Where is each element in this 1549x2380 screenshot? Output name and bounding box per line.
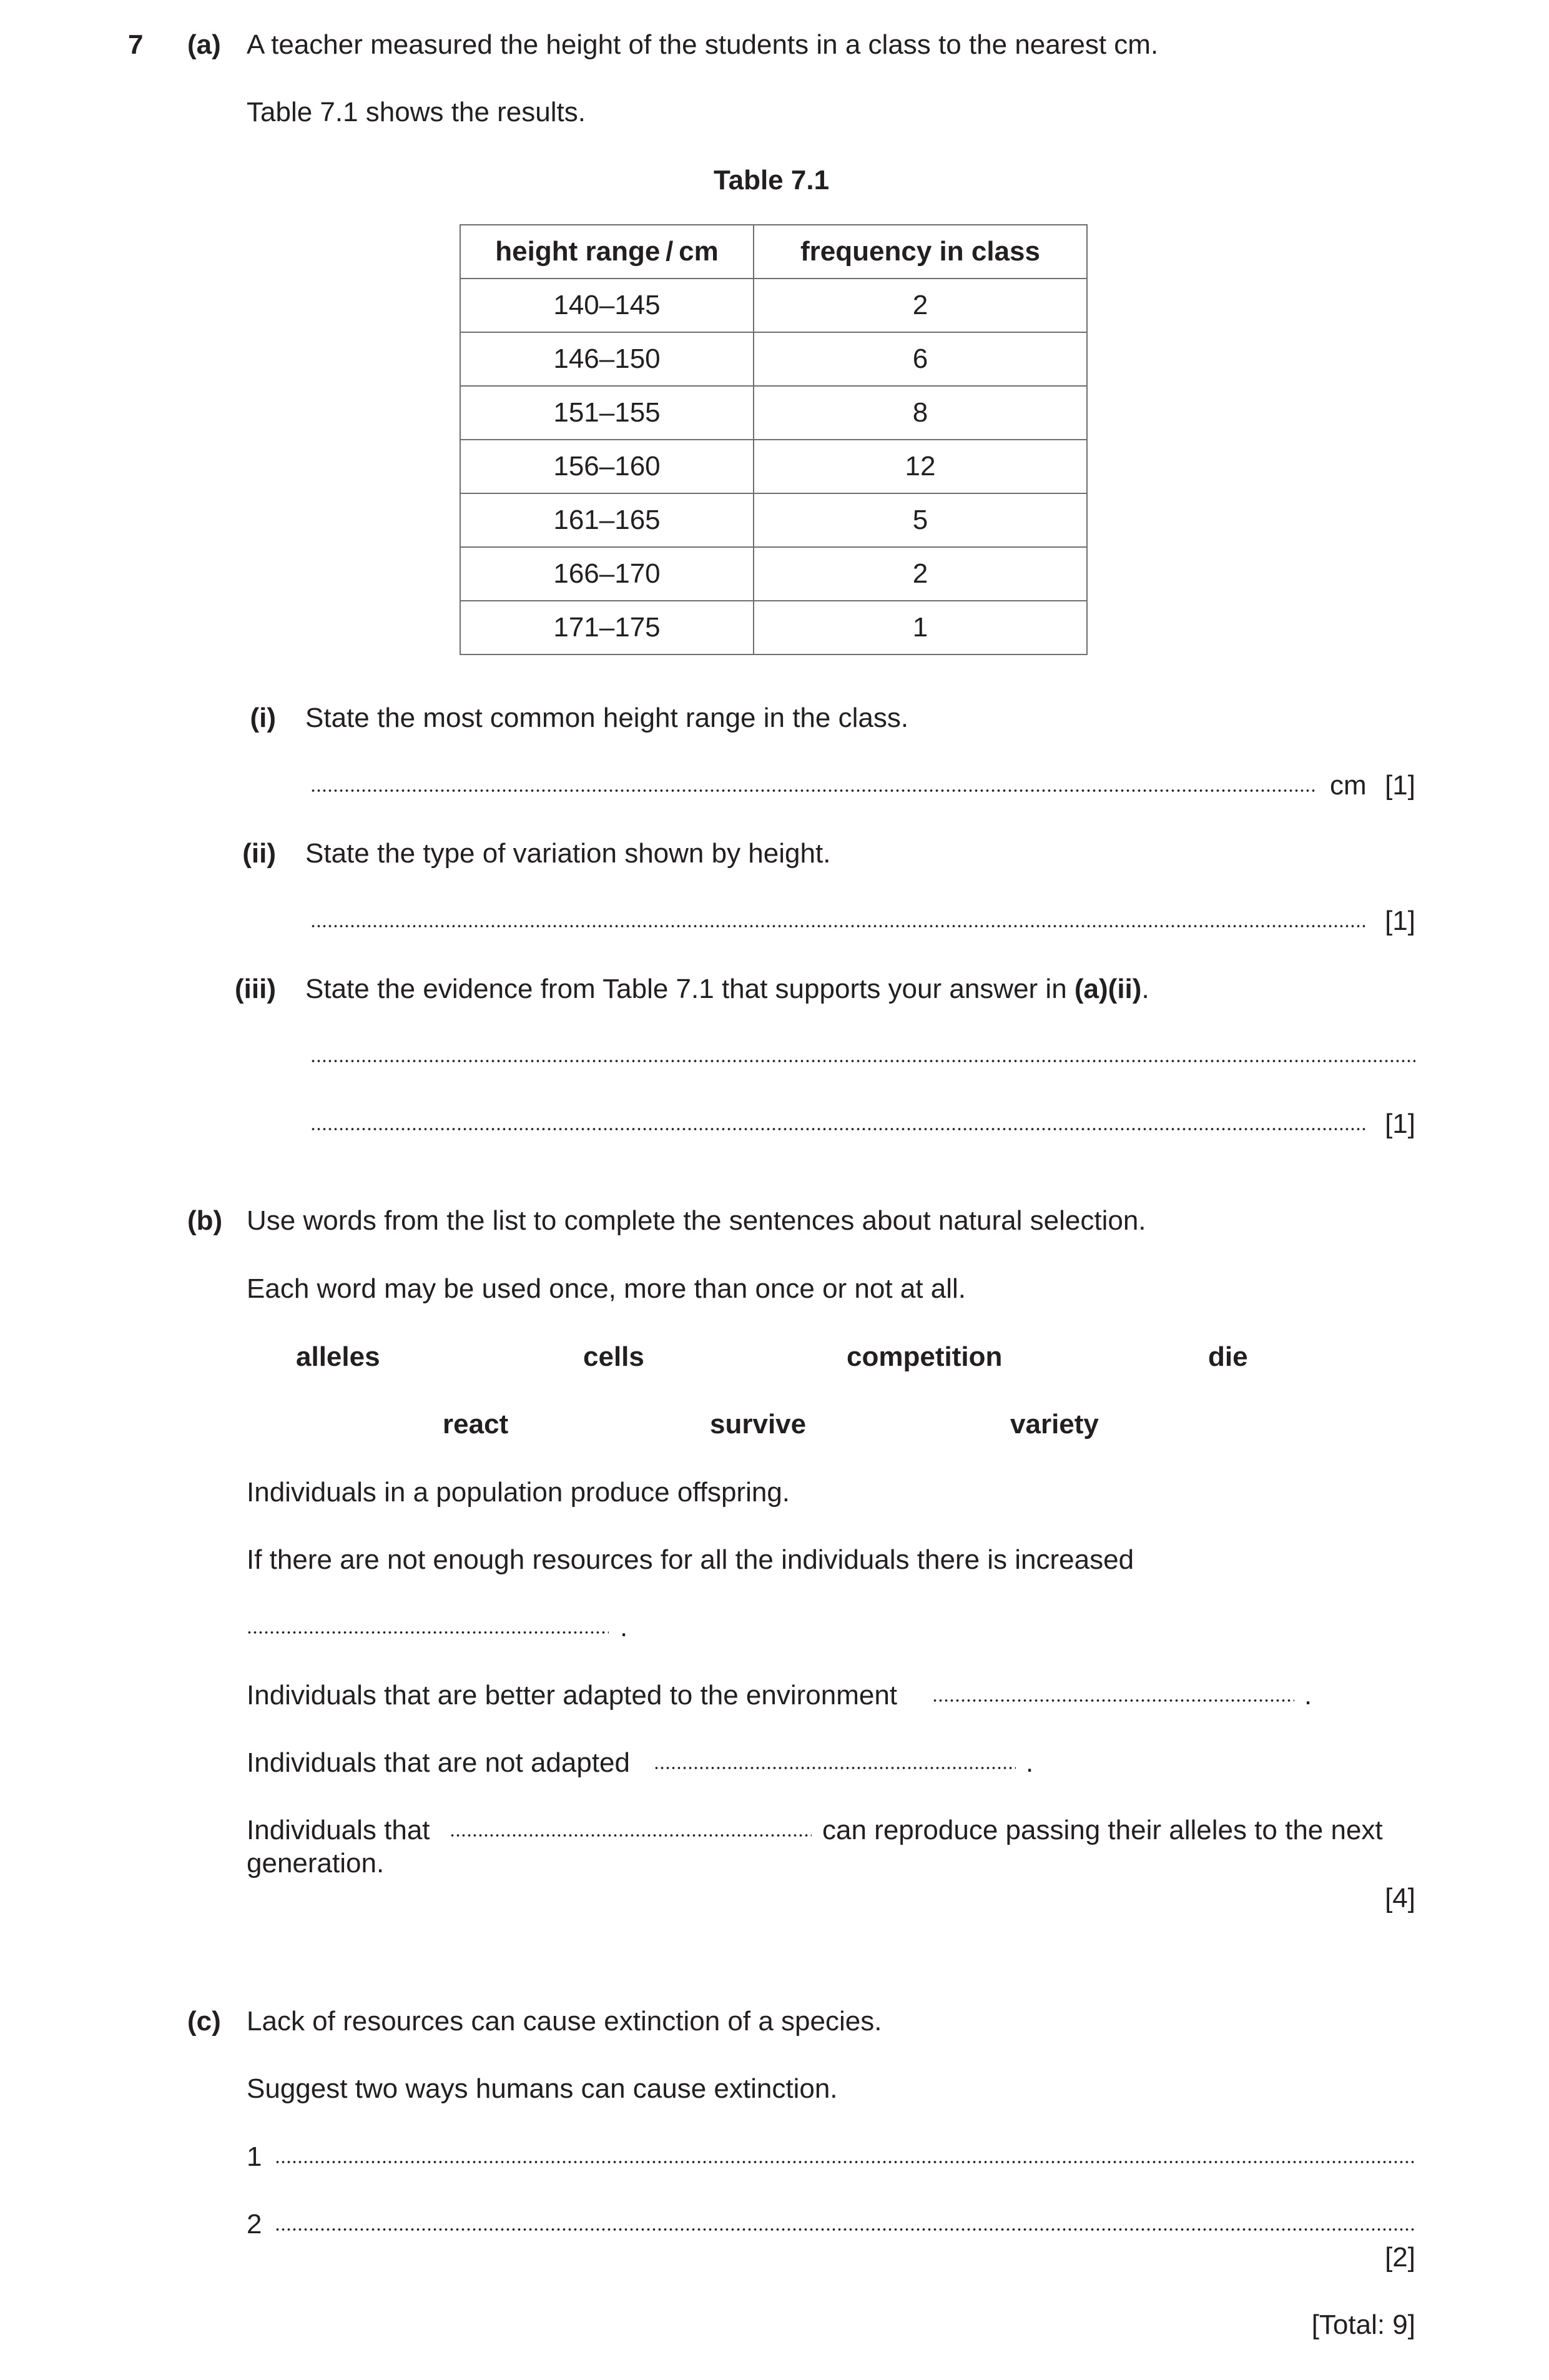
subpart-ii-label: (ii) <box>242 838 276 869</box>
frequency-cell: 8 <box>754 386 1087 440</box>
marks-b: [4] <box>1385 1883 1415 1913</box>
height-range-cell: 156–160 <box>460 440 754 493</box>
answer-line-iii-2[interactable] <box>310 1127 1365 1131</box>
part-b-note: Each word may be used once, more than once or not at all. <box>247 1273 966 1304</box>
height-range-cell: 151–155 <box>460 386 754 440</box>
frequency-cell: 1 <box>754 601 1087 654</box>
frequency-cell: 5 <box>754 493 1087 547</box>
blank-competition[interactable] <box>247 1631 609 1634</box>
table-row <box>460 547 1087 601</box>
part-a-intro: A teacher measured the height of the students in a class to the nearest cm. <box>247 29 1159 60</box>
subpart-ii-text: State the type of variation shown by height. <box>305 838 831 869</box>
marks-ii: [1] <box>1385 906 1415 936</box>
blank-survive-2[interactable] <box>450 1834 812 1837</box>
subpart-i-text: State the most common height range in the class. <box>305 703 909 733</box>
word-list-item: cells <box>583 1341 644 1372</box>
unit-label: cm <box>1330 770 1367 801</box>
table-row <box>460 332 1087 386</box>
blank-survive[interactable] <box>932 1699 1294 1702</box>
table-row <box>460 440 1087 493</box>
total-marks: [Total: 9] <box>1311 2309 1415 2340</box>
height-range-cell: 161–165 <box>460 493 754 547</box>
subpart-reference: (a)(ii) <box>1074 974 1142 1004</box>
subpart-iii-text: State the evidence from Table 7.1 that supports your answer in (a)(ii). <box>305 974 1149 1004</box>
blank-die[interactable] <box>654 1766 1016 1770</box>
part-c-label: (c) <box>187 2006 221 2037</box>
sentence-3-period: . <box>1304 1680 1312 1711</box>
table-row <box>460 601 1087 654</box>
sentence-5-continuation: generation. <box>247 1848 385 1879</box>
answer-number-1: 1 <box>247 2141 262 2172</box>
frequency-cell: 2 <box>754 279 1087 332</box>
word-list-item: competition <box>847 1341 1003 1372</box>
sentence-1: Individuals in a population produce offspring. <box>247 1477 790 1508</box>
sentence-2: If there are not enough resources for all the individuals there is increased <box>247 1544 1134 1575</box>
word-list-item: variety <box>1010 1409 1099 1439</box>
word-list-item: die <box>1208 1341 1248 1372</box>
table-row <box>460 386 1087 440</box>
height-range-cell: 171–175 <box>460 601 754 654</box>
sentence-2-period: . <box>620 1612 628 1642</box>
sentence-3: Individuals that are better adapted to the environment <box>247 1680 898 1711</box>
part-a-label: (a) <box>187 29 221 60</box>
table-reference: Table 7.1 shows the results. <box>247 97 586 127</box>
part-c-prompt: Suggest two ways humans can cause extinction. <box>247 2073 838 2104</box>
marks-c: [2] <box>1385 2242 1415 2273</box>
table-caption: Table 7.1 <box>714 165 830 195</box>
answer-line-i[interactable] <box>310 789 1315 793</box>
table-row <box>460 493 1087 547</box>
column-header-height-range: height range / cm <box>460 225 754 279</box>
height-range-cell: 146–150 <box>460 332 754 386</box>
subpart-i-label: (i) <box>250 703 276 733</box>
sentence-4-period: . <box>1026 1747 1034 1778</box>
frequency-cell: 2 <box>754 547 1087 601</box>
answer-line-iii-1[interactable] <box>310 1059 1415 1063</box>
table-row <box>460 279 1087 332</box>
marks-iii: [1] <box>1385 1109 1415 1139</box>
answer-line-c-2[interactable] <box>275 2228 1415 2231</box>
frequency-cell: 6 <box>754 332 1087 386</box>
answer-line-c-1[interactable] <box>275 2160 1415 2164</box>
sentence-4: Individuals that are not adapted <box>247 1747 631 1778</box>
sentence-5-start: Individuals that <box>247 1815 430 1845</box>
part-b-label: (b) <box>187 1205 223 1236</box>
word-list-item: survive <box>710 1409 807 1439</box>
frequency-cell: 12 <box>754 440 1087 493</box>
question-number: 7 <box>128 29 144 60</box>
subpart-iii-label: (iii) <box>235 974 276 1004</box>
part-b-instruction: Use words from the list to complete the sentences about natural selection. <box>247 1205 1146 1236</box>
height-range-cell: 166–170 <box>460 547 754 601</box>
table-header-row <box>460 225 1087 279</box>
sentence-5-end: can reproduce passing their alleles to the next <box>822 1815 1383 1845</box>
height-range-cell: 140–145 <box>460 279 754 332</box>
answer-number-2: 2 <box>247 2209 262 2239</box>
word-list-item: react <box>443 1409 509 1439</box>
word-list-item: alleles <box>296 1341 380 1372</box>
answer-line-ii[interactable] <box>310 924 1365 928</box>
marks-i: [1] <box>1385 770 1415 801</box>
column-header-frequency: frequency in class <box>754 225 1087 279</box>
part-c-statement: Lack of resources can cause extinction of a species. <box>247 2006 882 2037</box>
height-frequency-table <box>460 224 1088 655</box>
